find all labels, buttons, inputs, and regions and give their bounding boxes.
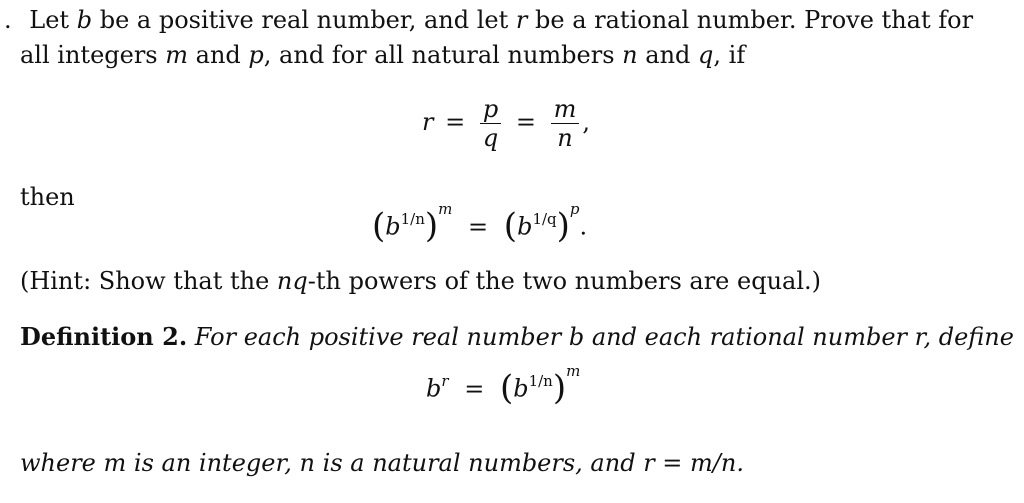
problem-line-2 xyxy=(20,40,745,70)
eq2-outer-exponent: m xyxy=(438,199,453,218)
variable-n: n xyxy=(622,41,638,69)
text-segment: all integers xyxy=(20,41,166,69)
equals-sign: = xyxy=(464,374,485,403)
definition-heading: Definition 2. xyxy=(20,322,188,351)
fraction-p-over-q xyxy=(480,95,501,152)
eq2-base: b xyxy=(385,212,401,241)
equation-definition xyxy=(426,361,581,410)
then-label: then xyxy=(20,183,75,211)
equation-powers-equal xyxy=(372,199,588,248)
trailing-comma: , xyxy=(582,108,591,136)
text-segment: and xyxy=(637,41,699,69)
fraction-numerator: m xyxy=(551,95,580,124)
fraction-m-over-n xyxy=(551,95,580,152)
variable-p: p xyxy=(248,41,264,69)
lead-dot: . xyxy=(4,6,12,34)
text-segment: -th powers of the two numbers are equal.) xyxy=(307,267,821,295)
eq2-base: b xyxy=(517,212,533,241)
text-segment: be a rational number. Prove that for xyxy=(527,6,974,34)
text-segment: and xyxy=(188,41,249,69)
variable-r: r xyxy=(515,6,528,34)
eq3-base: b xyxy=(426,374,442,403)
where-line: where m is an integer, n is a natural numbers, and r = m/n. xyxy=(20,449,744,477)
variable-m: m xyxy=(165,41,189,69)
hint-line xyxy=(20,266,821,296)
right-paren: ) xyxy=(424,206,439,246)
eq1-lhs: r xyxy=(422,108,434,136)
text-segment: (Hint: Show that the xyxy=(20,267,277,295)
definition-text: For each positive real number b and each rational number r, define xyxy=(187,323,1014,351)
text-segment: Let xyxy=(29,6,77,34)
equals-sign: = xyxy=(515,108,536,136)
variable-nq: nq xyxy=(276,267,308,295)
variable-q: q xyxy=(698,41,714,69)
problem-line-1 xyxy=(4,5,973,35)
eq2-outer-exponent: p xyxy=(569,199,580,218)
left-paren: ( xyxy=(503,206,518,246)
left-paren: ( xyxy=(372,206,386,246)
eq3-exponent: r xyxy=(441,371,449,390)
eq3-base: b xyxy=(513,374,529,403)
fraction-numerator: p xyxy=(480,95,501,124)
left-paren: ( xyxy=(499,368,514,408)
equals-sign: = xyxy=(468,212,489,241)
equation-r-fractions xyxy=(422,95,590,152)
variable-b: b xyxy=(76,6,93,34)
fraction-denominator: q xyxy=(482,124,499,152)
equals-sign: = xyxy=(445,108,466,136)
text-segment: , and for all natural numbers xyxy=(263,41,623,69)
eq2-inner-exponent: 1/n xyxy=(400,209,425,228)
text-segment: be a positive real number, and let xyxy=(92,6,516,34)
text-segment: , if xyxy=(713,41,746,69)
eq3-inner-exponent: 1/n xyxy=(528,371,553,390)
right-paren: ) xyxy=(556,206,570,246)
fraction-denominator: n xyxy=(557,124,573,152)
eq3-outer-exponent: m xyxy=(566,361,581,380)
trailing-period: . xyxy=(579,212,588,241)
right-paren: ) xyxy=(552,368,567,408)
eq2-inner-exponent: 1/q xyxy=(532,209,557,228)
definition-line xyxy=(20,322,1014,352)
